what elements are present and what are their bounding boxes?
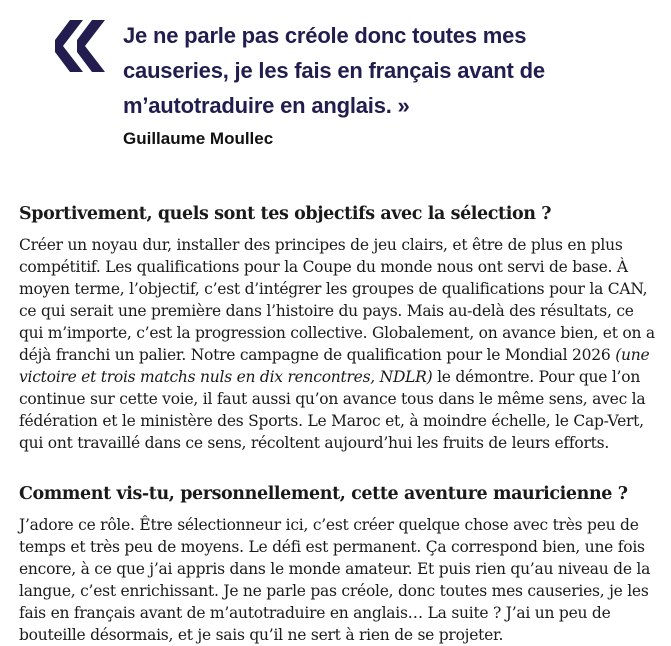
answer-text-segment: Créer un noyau dur, installer des principes de jeu clairs, et être de plus en plus compétitif. Les qualifications pour la Coupe du monde nous ont servi de base. À moyen terme, l’objectif, c’est d’intégrer les groupes de qualifications pour la CAN, ce qui serait une première dans l’histoire du pays. Mais au-delà des résultats, ce qui m’importe, c’est la progression collective. Globalement, on avance bien, et on a déjà franchi un palier. Notre campagne de qualification pour le Mondial 2026 [19,236,655,364]
answer-paragraph [19,514,657,646]
qa-section-aventure [19,483,657,646]
answer-paragraph [19,234,657,454]
pull-quote-text: Je ne parle pas créole donc toutes mes causeries, je les fais en français avant de m’autotraduire en anglais. » [123,23,545,118]
pull-quote-body [123,18,655,150]
pull-quote-block [0,0,671,150]
interview-article [0,203,671,646]
answer-text-segment: le démontre. Pour que l’on continue sur cette voie, il faut aussi qu’on avance tous dans le même sens, avec la fédération et le ministère des Sports. Le Maroc et, à moindre échelle, le Cap-Vert, qui ont travaillé dans ce sens, récoltent aujourd’hui les fruits de leurs efforts. [19,368,646,452]
qa-section-objectifs [19,203,657,454]
answer-text-segment: (une victoire et trois matchs nuls en dix rencontres, NDLR) [19,346,650,386]
question-heading: Comment vis-tu, personnellement, cette aventure mauricienne ? [19,484,628,504]
pull-quote-attribution: Guillaume Moullec [123,129,274,148]
opening-guillemet-quote-icon [55,20,105,72]
question-heading: Sportivement, quels sont tes objectifs avec la sélection ? [19,204,552,224]
answer-text-segment: J’adore ce rôle. Être sélectionneur ici, c’est créer quelque chose avec très peu de temps et très peu de moyens. Le défi est permanent. Ça correspond bien, une fois encore, à ce que j’ai appris dans le monde amateur. Et puis rien qu’au niveau de la langue, c’est enrichissant. Je ne parle pas créole, donc toutes mes causeries, je les fais en français avant de m’autotraduire en anglais… La suite ? J’ai un peu de bouteille désormais, et je sais qu’il ne sert à rien de se projeter. [19,516,651,644]
